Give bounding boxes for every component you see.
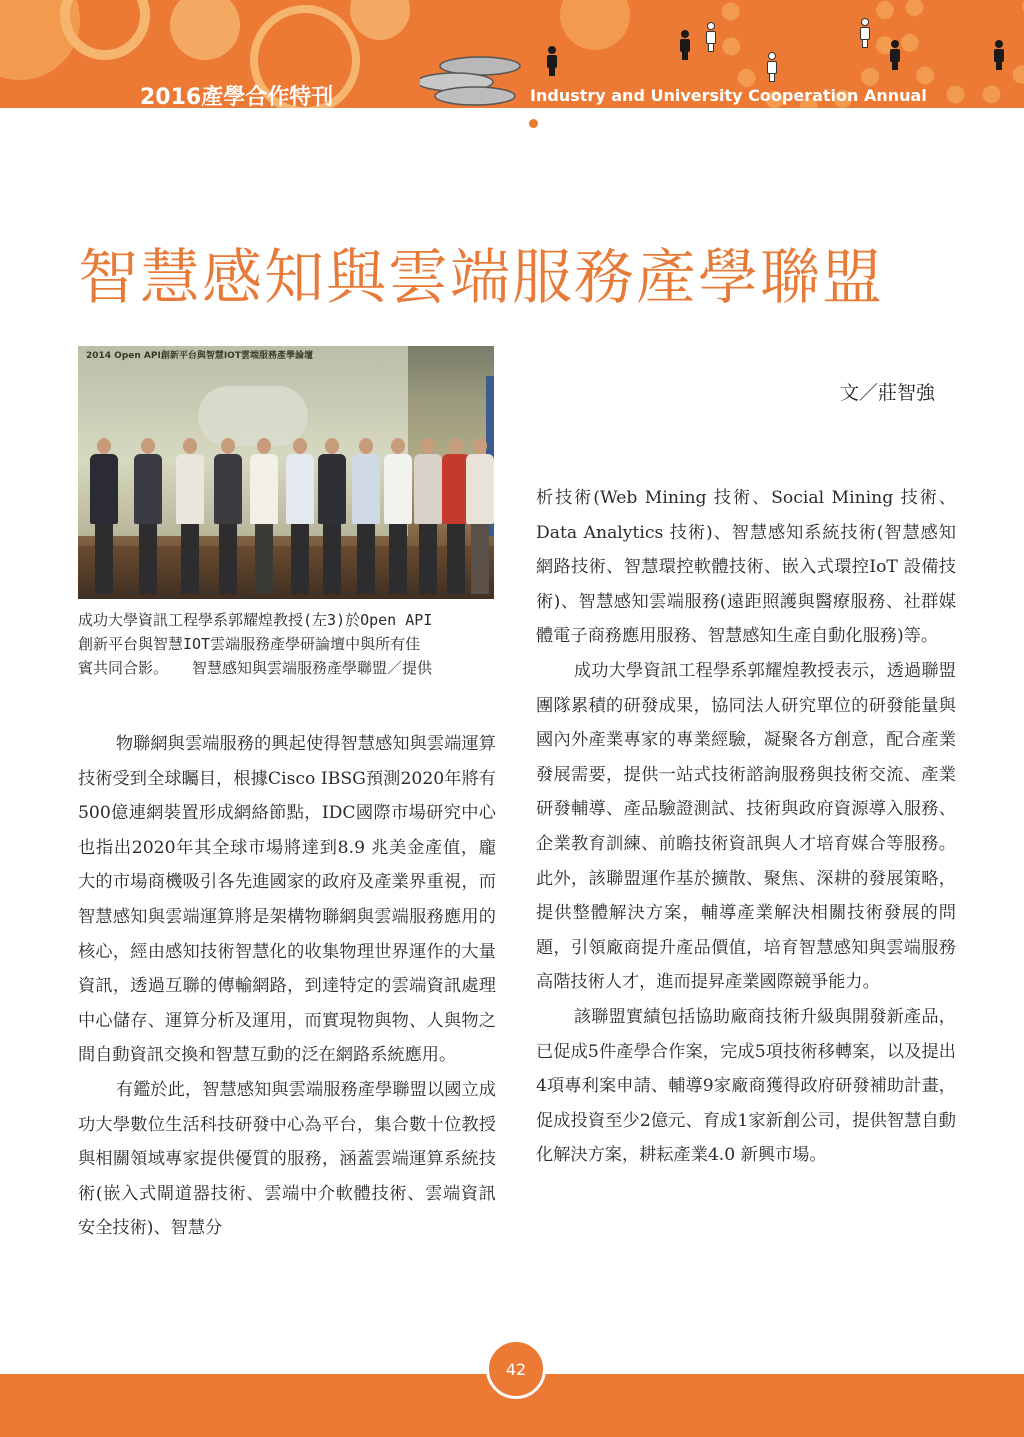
- photo-person: [464, 438, 494, 598]
- photo-person: [88, 438, 120, 598]
- decorative-circle: [60, 0, 150, 60]
- annual-title-chinese: 2016產學合作特刊: [140, 85, 334, 108]
- photo-person: [316, 438, 348, 598]
- coins-icon: [420, 52, 530, 108]
- people-group: [88, 438, 488, 598]
- caption-line: 成功大學資訊工程學系郭耀煌教授(左3)於Open API: [78, 611, 433, 629]
- caption-line: 創新平台與智慧IOT雲端服務產學研論壇中與所有佳: [78, 635, 421, 653]
- decorative-dot: [529, 119, 538, 128]
- photo-person: [382, 438, 414, 598]
- person-icon: [890, 40, 900, 70]
- body-paragraph: 析技術(Web Mining 技術、Social Mining 技術、Data Analytics 技術)、智慧感知系統技術(智慧感知網路技術、智慧環控軟體技術、嵌入式環控IoT 設備技術)、智慧感知雲端服務(遠距照護與醫療服務、社群媒體電子商務應用服務、智慧感知生產自動化服務)等。: [536, 488, 956, 647]
- photo-banner-text: 2014 Open API創新平台與智慧IOT雲端服務產學論壇: [86, 351, 313, 361]
- decorative-circle: [350, 0, 410, 40]
- photo-person: [212, 438, 244, 598]
- caption-line: [78, 656, 498, 680]
- person-icon: [547, 46, 557, 76]
- decorative-circle: [560, 0, 630, 50]
- right-column: [536, 481, 956, 1173]
- article-title: 智慧感知與雲端服務產學聯盟: [78, 243, 884, 313]
- decorative-circle: [170, 0, 240, 60]
- body-paragraph: 物聯網與雲端服務的興起使得智慧感知與雲端運算技術受到全球矚目，根據Cisco IBSG預測2020年將有500億連網裝置形成網絡節點，IDC國際市場研究中心也指出2020年其全球市場將達到8.9 兆美金產值，龐大的市場商機吸引各先進國家的政府及產業界重視，而智慧感知與雲端運算將是架構物聯網與雲端服務應用的核心，經由感知技術智慧化的收集物理世界運作的大量資訊，透過互聯的傳輸網路，到達特定的雲端資訊處理中心儲存、運算分析及運用，而實現物與物、人與物之間自動資訊交換和智慧互動的泛在網路系統應用。: [78, 734, 496, 1066]
- person-icon: [860, 18, 870, 48]
- caption-line-text: 賓共同合影。: [78, 659, 169, 677]
- body-paragraph: 有鑑於此，智慧感知與雲端服務產學聯盟以國立成功大學數位生活科技研發中心為平台，集合數十位教授與相關領域專家提供優質的服務，涵蓋雲端運算系統技術(嵌入式閘道器技術、雲端中介軟體技術、雲端資訊安全技術)、智慧分: [78, 1079, 496, 1239]
- person-icon: [706, 22, 716, 52]
- photo-person: [132, 438, 164, 598]
- group-photo: [78, 346, 494, 599]
- photo-person: [350, 438, 382, 598]
- person-icon: [680, 30, 690, 60]
- page-number: 42: [486, 1339, 546, 1399]
- person-icon: [994, 40, 1004, 70]
- photo-person: [284, 438, 316, 598]
- photo-person: [248, 438, 280, 598]
- photo-credit: 智慧感知與雲端服務產學聯盟／提供: [192, 659, 433, 677]
- header-banner: [0, 0, 1024, 108]
- author-byline: 文／莊智強: [840, 382, 936, 404]
- photo-person: [174, 438, 206, 598]
- cloud-graphic: [198, 386, 308, 446]
- left-column: [78, 727, 496, 1246]
- annual-title-english: Industry and University Cooperation Annual: [530, 86, 927, 105]
- body-paragraph: 成功大學資訊工程學系郭耀煌教授表示，透過聯盟團隊累積的研發成果，協同法人研究單位的研發能量與國內外產業專家的專業經驗，凝聚各方創意，配合產業發展需要，提供一站式技術諮詢服務與技術交流、產業研發輔導、產品驗證測試、技術與政府資源導入服務、企業教育訓練、前瞻技術資訊與人才培育媒合等服務。此外，該聯盟運作基於擴散、聚焦、深耕的發展策略，提供整體解決方案，輔導產業解決相關技術發展的問題，引領廠商提升產品價值，培育智慧感知與雲端服務高階技術人才，進而提昇產業國際競爭能力。: [536, 660, 956, 993]
- person-icon: [767, 52, 777, 82]
- photo-caption: [78, 608, 498, 680]
- body-paragraph: 該聯盟實績包括協助廠商技術升級與開發新產品，已促成5件產學合作案，完成5項技術移轉案，以及提出4項專利案申請、輔導9家廠商獲得政府研發補助計畫，促成投資至少2億元、育成1家新創公司，提供智慧自動化解決方案，耕耘產業4.0 新興市場。: [536, 1006, 956, 1166]
